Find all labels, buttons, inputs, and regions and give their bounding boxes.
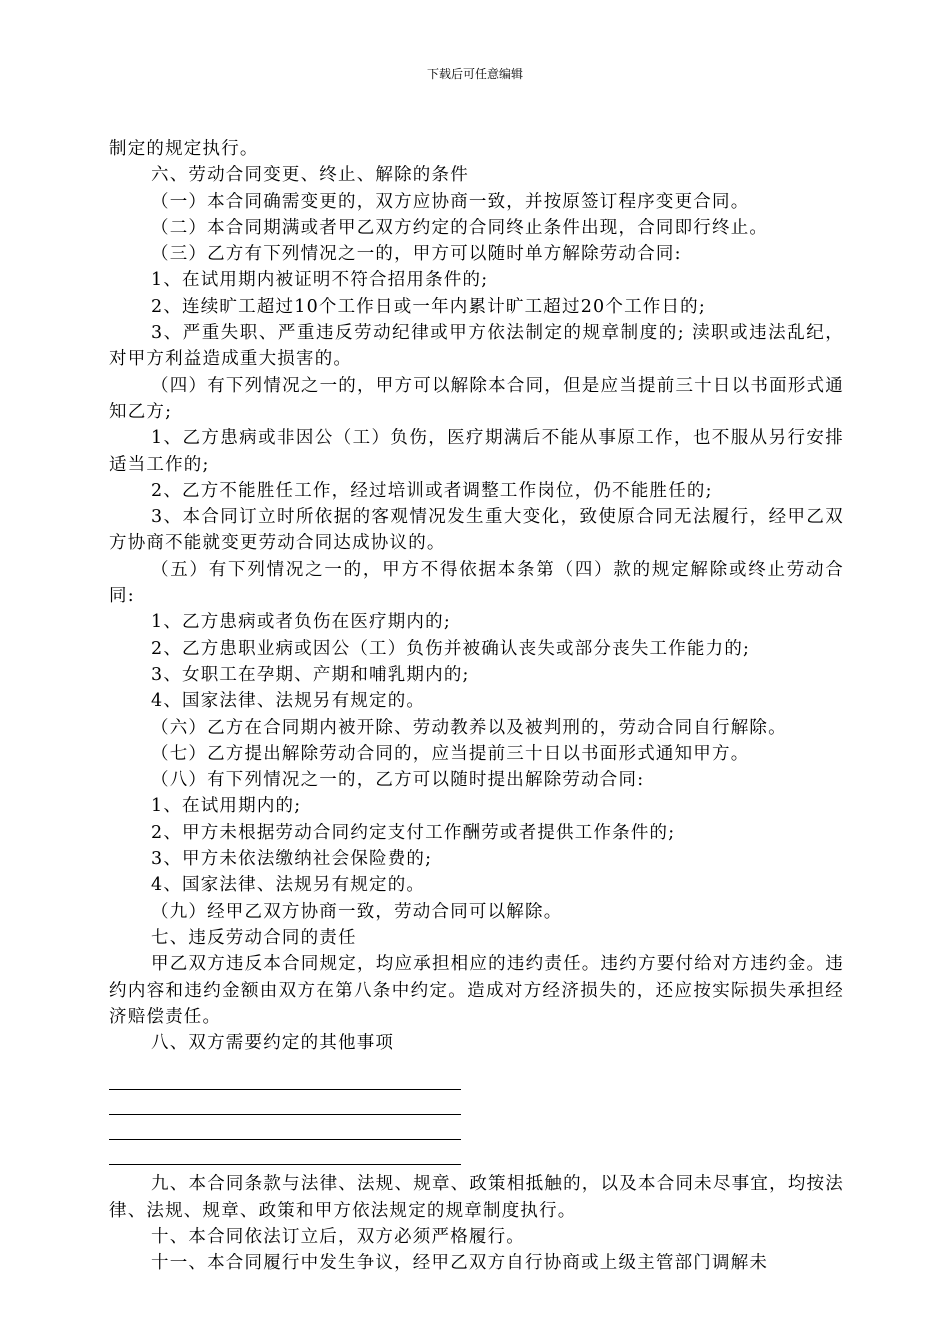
paragraph: 九、本合同条款与法律、法规、规章、政策相抵触的，以及本合同未尽事宜，均按法律、法规、规章、政策和甲方依法规定的规章制度执行。 bbox=[109, 1174, 844, 1221]
paragraph: 2、乙方患职业病或因公（工）负伤并被确认丧失或部分丧失工作能力的; bbox=[151, 638, 751, 659]
paragraph: （四）有下列情况之一的，甲方可以解除本合同，但是应当提前三十日以书面形式通知乙方; bbox=[109, 375, 844, 422]
paragraph: 1、在试用期内被证明不符合招用条件的; bbox=[151, 270, 489, 291]
blank-line-2[interactable] bbox=[109, 1090, 461, 1115]
paragraph: （九）经甲乙双方协商一致，劳动合同可以解除。 bbox=[151, 901, 563, 922]
paragraph: （二）本合同期满或者甲乙双方约定的合同终止条件出现，合同即行终止。 bbox=[151, 217, 769, 238]
contract-closing-section bbox=[109, 1171, 844, 1276]
blank-line-1[interactable] bbox=[109, 1065, 461, 1090]
paragraph: （八）有下列情况之一的，乙方可以随时提出解除劳动合同: bbox=[151, 770, 645, 791]
paragraph: 2、乙方不能胜任工作，经过培训或者调整工作岗位，仍不能胜任的; bbox=[151, 480, 713, 501]
paragraph: 十一、本合同履行中发生争议，经甲乙双方自行协商或上级主管部门调解未 bbox=[151, 1253, 769, 1274]
paragraph: 十、本合同依法订立后，双方必须严格履行。 bbox=[151, 1226, 525, 1247]
paragraph: 3、甲方未依法缴纳社会保险费的; bbox=[151, 849, 433, 870]
paragraph: 八、双方需要约定的其他事项 bbox=[151, 1033, 395, 1054]
document-body bbox=[109, 136, 844, 1277]
paragraph: 2、连续旷工超过10个工作日或一年内累计旷工超过20个工作日的; bbox=[151, 296, 706, 317]
paragraph: 3、严重失职、严重违反劳动纪律或甲方依法制定的规章制度的; 渎职或违法乱纪，对甲方利益造成重大损害的。 bbox=[109, 323, 844, 370]
page-header: 下载后可任意编辑 bbox=[426, 67, 523, 81]
paragraph: 1、乙方患病或者负伤在医疗期内的; bbox=[151, 612, 451, 633]
contract-clauses-section bbox=[109, 136, 844, 1056]
paragraph: 六、劳动合同变更、终止、解除的条件 bbox=[151, 165, 469, 186]
paragraph: 制定的规定执行。 bbox=[109, 139, 259, 159]
paragraph: 1、乙方患病或非因公（工）负伤，医疗期满后不能从事原工作，也不服从另行安排适当工作的; bbox=[109, 428, 844, 475]
paragraph: 4、国家法律、法规另有规定的。 bbox=[151, 691, 426, 712]
paragraph: （七）乙方提出解除劳动合同的，应当提前三十日以书面形式通知甲方。 bbox=[151, 743, 750, 764]
blank-line-4[interactable] bbox=[109, 1140, 461, 1165]
paragraph: （三）乙方有下列情况之一的，甲方可以随时单方解除劳动合同: bbox=[151, 244, 682, 265]
paragraph: 甲乙双方违反本合同规定，均应承担相应的违约责任。违约方要付给对方违约金。违约内容和违约金额由双方在第八条中约定。造成对方经济损失的，还应按实际损失承担经济赔偿责任。 bbox=[109, 954, 844, 1027]
blank-fill-lines[interactable] bbox=[109, 1056, 844, 1171]
blank-line-3[interactable] bbox=[109, 1115, 461, 1140]
paragraph: 七、违反劳动合同的责任 bbox=[151, 927, 357, 948]
paragraph: 2、甲方未根据劳动合同约定支付工作酬劳或者提供工作条件的; bbox=[151, 822, 676, 843]
paragraph: 3、女职工在孕期、产期和哺乳期内的; bbox=[151, 664, 470, 685]
paragraph: 3、本合同订立时所依据的客观情况发生重大变化，致使原合同无法履行，经甲乙双方协商不能就变更劳动合同达成协议的。 bbox=[109, 507, 844, 554]
paragraph: （六）乙方在合同期内被开除、劳动教养以及被判刑的，劳动合同自行解除。 bbox=[151, 717, 787, 738]
paragraph: （五）有下列情况之一的，甲方不得依据本条第（四）款的规定解除或终止劳动合同: bbox=[109, 559, 844, 607]
paragraph: 4、国家法律、法规另有规定的。 bbox=[151, 875, 426, 896]
paragraph: 1、在试用期内的; bbox=[151, 796, 302, 817]
paragraph: （一）本合同确需变更的，双方应协商一致，并按原签订程序变更合同。 bbox=[151, 191, 750, 212]
